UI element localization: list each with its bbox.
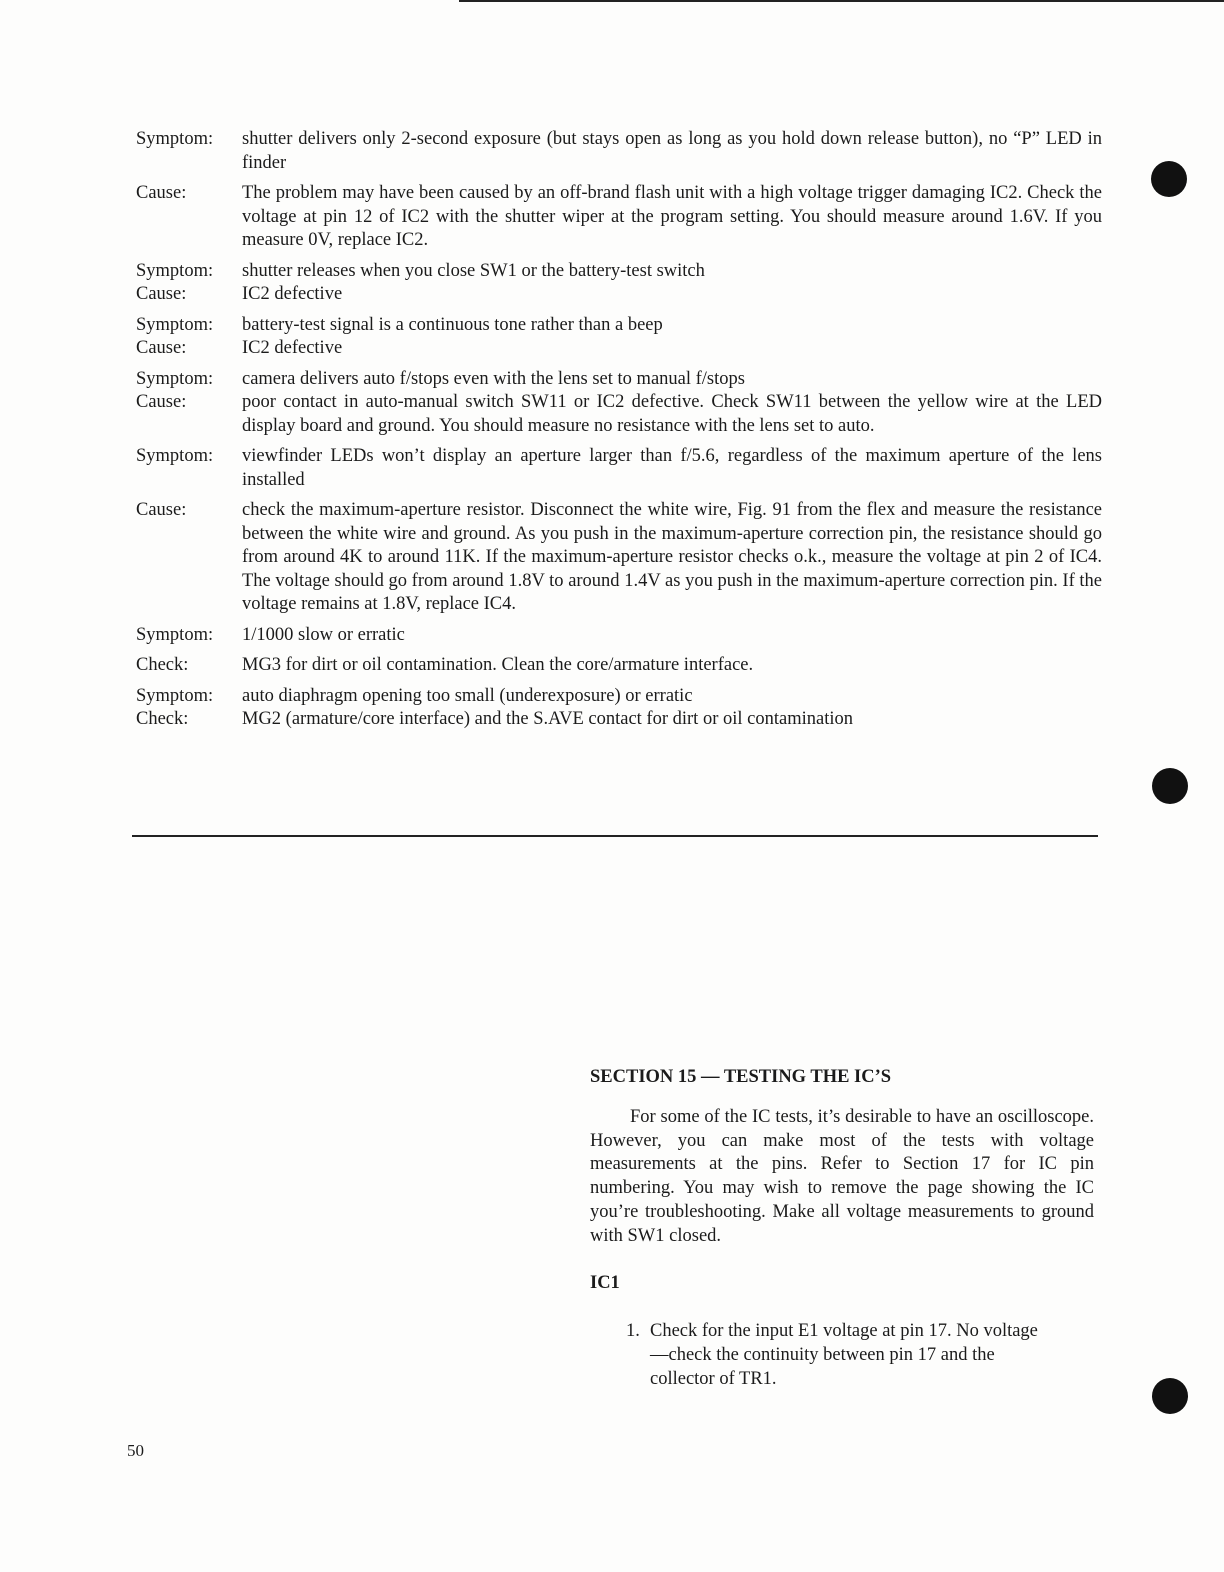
test-steps [590,1320,1094,1391]
troubleshooting-entry [136,445,1102,492]
binder-hole [1152,768,1188,804]
test-step [626,1320,1054,1391]
troubleshooting-entry [136,182,1102,253]
entry-text: MG2 (armature/core interface) and the S.AVE contact for dirt or oil contamination [242,709,853,729]
entry-label: Symptom: [136,129,214,149]
entry-label: Symptom: [136,260,214,281]
entry-text: shutter delivers only 2-second exposure (but stays open as long as you hold down release button), no “P” LED in finder [242,129,1102,173]
entry-label: Check: [136,655,189,675]
troubleshooting-entry [136,128,1102,175]
troubleshooting-entry [136,654,1102,678]
step-text: Check for the input E1 voltage at pin 17. No voltage—check the continuity between pin 17 and the collector of TR1. [650,1321,1038,1389]
entry-text: shutter releases when you close SW1 or the battery-test switch [242,260,705,281]
troubleshooting-entry [136,685,1102,709]
entry-label: Cause: [136,500,187,520]
entry-text: The problem may have been caused by an off-brand flash unit with a high voltage trigger damaging IC2. Check the voltage at pin 12 of IC2 with the shutter wiper at the program setting. You should measure around 1.6V. If you measure 0V, replace IC2. [242,183,1102,250]
troubleshooting-entry [136,314,1102,338]
entry-text: camera delivers auto f/stops even with the lens set to manual f/stops [242,368,745,389]
entry-text: IC2 defective [242,284,343,304]
troubleshooting-entry [136,368,1102,392]
troubleshooting-entry [136,708,1102,732]
entry-text: battery-test signal is a continuous tone rather than a beep [242,314,663,335]
entry-label: Symptom: [136,368,214,389]
entry-text: MG3 for dirt or oil contamination. Clean the core/armature interface. [242,655,754,675]
entry-label: Cause: [136,338,187,358]
step-number: 1. [626,1321,640,1342]
entry-label: Cause: [136,284,187,304]
entry-label: Symptom: [136,624,214,645]
entry-text: check the maximum-aperture resistor. Disconnect the white wire, Fig. 91 from the flex and measure the resistance between the white wire and ground. As you push in the maximum-aperture correction pin, the resistance should go from around 4K to around 11K. If the maximum-aperture resistor checks o.k., measure the voltage at pin 2 of IC4. The voltage should go from around 1.8V to around 1.4V as you push in the maximum-aperture correction pin. If the voltage remains at 1.8V, replace IC4. [242,500,1102,614]
entry-text: IC2 defective [242,338,343,358]
binder-hole [1151,161,1187,197]
binder-hole [1152,1378,1188,1414]
entry-text: 1/1000 slow or erratic [242,624,405,645]
troubleshooting-entry [136,624,1102,648]
entry-label: Check: [136,709,189,729]
entry-text: poor contact in auto-manual switch SW11 or IC2 defective. Check SW11 between the yellow wire at the LED display board and ground. You should measure no resistance with the lens set to auto. [242,392,1102,436]
top-rule [459,0,1224,2]
section-15 [590,1066,1094,1392]
page-number: 50 [127,1441,144,1460]
troubleshooting-entry [136,499,1102,617]
entry-text: viewfinder LEDs won’t display an aperture larger than f/5.6, regardless of the maximum aperture of the lens installed [242,446,1102,490]
section-intro: For some of the IC tests, it’s desirable to have an oscilloscope. However, you can make most of the tests with voltage measurements at the pins. Refer to Section 17 for IC pin numbering. You may wish to remove the page showing the IC you’re troubleshooting. Make all voltage measurements to ground with SW1 closed. [590,1106,1094,1246]
entry-label: Symptom: [136,446,214,466]
entry-label: Symptom: [136,314,214,335]
troubleshooting-entry [136,283,1102,307]
section-divider [132,835,1098,837]
troubleshooting-entry [136,391,1102,438]
entry-text: auto diaphragm opening too small (underexposure) or erratic [242,685,693,706]
section-title: SECTION 15 — TESTING THE IC’S [590,1067,892,1087]
entry-label: Symptom: [136,685,214,706]
troubleshooting-entry [136,260,1102,284]
troubleshooting-list [136,128,1102,732]
troubleshooting-entry [136,337,1102,361]
ic-heading: IC1 [590,1272,620,1293]
entry-label: Cause: [136,392,187,412]
entry-label: Cause: [136,183,187,203]
